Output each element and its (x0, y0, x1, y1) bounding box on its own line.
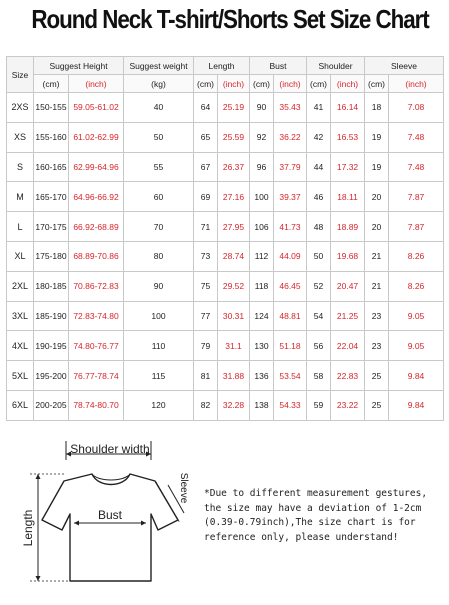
size-cell: S (7, 152, 34, 182)
table-cell: 130 (250, 331, 274, 361)
table-cell: 18.11 (331, 182, 365, 212)
table-cell: 7.87 (389, 212, 444, 242)
table-cell: 21 (365, 241, 389, 271)
size-disclaimer-note (204, 487, 444, 545)
table-cell: 20.47 (331, 271, 365, 301)
table-row (7, 361, 444, 391)
table-cell: 26.37 (218, 152, 250, 182)
table-cell: 120 (124, 390, 194, 420)
table-cell: 79 (194, 331, 218, 361)
length-label: Length (21, 509, 35, 547)
size-cell: 5XL (7, 361, 34, 391)
table-row (7, 122, 444, 152)
table-cell: 7.48 (389, 122, 444, 152)
table-cell: 50 (307, 241, 331, 271)
table-row (7, 241, 444, 271)
note-line: reference only, please understand! (204, 531, 399, 543)
table-cell: 60 (124, 182, 194, 212)
table-cell: 68.89-70.86 (69, 241, 124, 271)
table-cell: 9.84 (389, 390, 444, 420)
table-cell: 160-165 (34, 152, 69, 182)
table-cell: 200-205 (34, 390, 69, 420)
sleeve-label: Sleeve (178, 472, 189, 504)
table-cell: 27.95 (218, 212, 250, 242)
table-cell: 30.31 (218, 301, 250, 331)
unit-cell: (kg) (124, 75, 194, 93)
table-row (7, 390, 444, 420)
table-cell: 35.43 (274, 93, 307, 123)
table-cell: 78.74-80.70 (69, 390, 124, 420)
table-cell: 40 (124, 93, 194, 123)
header-shoulder: Shoulder (307, 57, 365, 75)
unit-cell: (inch) (389, 75, 444, 93)
table-cell: 20 (365, 212, 389, 242)
table-cell: 59.05-61.02 (69, 93, 124, 123)
header-size: Size (7, 57, 34, 93)
table-cell: 44 (307, 152, 331, 182)
table-cell: 25.19 (218, 93, 250, 123)
table-cell: 19.68 (331, 241, 365, 271)
table-cell: 9.84 (389, 361, 444, 391)
tshirt-outline (42, 474, 178, 581)
table-cell: 54.33 (274, 390, 307, 420)
table-cell: 21.25 (331, 301, 365, 331)
table-cell: 46 (307, 182, 331, 212)
size-chart-table (6, 56, 444, 421)
table-cell: 25.59 (218, 122, 250, 152)
table-cell: 180-185 (34, 271, 69, 301)
table-cell: 61.02-62.99 (69, 122, 124, 152)
table-cell: 58 (307, 361, 331, 391)
table-cell: 136 (250, 361, 274, 391)
table-cell: 52 (307, 271, 331, 301)
unit-cell: (cm) (194, 75, 218, 93)
table-cell: 96 (250, 152, 274, 182)
size-cell: 2XL (7, 271, 34, 301)
table-cell: 150-155 (34, 93, 69, 123)
table-cell: 74.80-76.77 (69, 331, 124, 361)
unit-row (7, 75, 444, 93)
table-row (7, 331, 444, 361)
table-row (7, 271, 444, 301)
table-cell: 7.08 (389, 93, 444, 123)
size-cell: XL (7, 241, 34, 271)
measurement-section (0, 430, 449, 600)
table-cell: 31.1 (218, 331, 250, 361)
table-cell: 16.14 (331, 93, 365, 123)
table-cell: 115 (124, 361, 194, 391)
table-cell: 48 (307, 212, 331, 242)
table-cell: 100 (250, 182, 274, 212)
shoulder-width-label: Shoulder width (70, 442, 150, 456)
table-cell: 70 (124, 212, 194, 242)
table-cell: 44.09 (274, 241, 307, 271)
table-cell: 110 (124, 331, 194, 361)
table-cell: 71 (194, 212, 218, 242)
table-cell: 76.77-78.74 (69, 361, 124, 391)
tshirt-diagram (0, 430, 200, 600)
table-cell: 81 (194, 361, 218, 391)
table-cell: 118 (250, 271, 274, 301)
table-cell: 9.05 (389, 301, 444, 331)
size-cell: 6XL (7, 390, 34, 420)
size-cell: 3XL (7, 301, 34, 331)
unit-cell: (cm) (250, 75, 274, 93)
table-cell: 50 (124, 122, 194, 152)
table-row (7, 152, 444, 182)
table-cell: 37.79 (274, 152, 307, 182)
table-cell: 7.87 (389, 182, 444, 212)
table-cell: 92 (250, 122, 274, 152)
table-cell: 82 (194, 390, 218, 420)
table-row (7, 212, 444, 242)
table-cell: 41.73 (274, 212, 307, 242)
table-cell: 56 (307, 331, 331, 361)
table-cell: 59 (307, 390, 331, 420)
table-cell: 22.04 (331, 331, 365, 361)
table-cell: 20 (365, 182, 389, 212)
table-cell: 165-170 (34, 182, 69, 212)
table-cell: 39.37 (274, 182, 307, 212)
table-cell: 100 (124, 301, 194, 331)
unit-cell: (cm) (307, 75, 331, 93)
table-cell: 66.92-68.89 (69, 212, 124, 242)
size-cell: M (7, 182, 34, 212)
table-cell: 25 (365, 361, 389, 391)
table-cell: 67 (194, 152, 218, 182)
table-cell: 28.74 (218, 241, 250, 271)
table-cell: 124 (250, 301, 274, 331)
table-cell: 70.86-72.83 (69, 271, 124, 301)
table-cell: 31.88 (218, 361, 250, 391)
header-height: Suggest Height (34, 57, 124, 75)
table-cell: 7.48 (389, 152, 444, 182)
unit-cell: (cm) (34, 75, 69, 93)
table-cell: 53.54 (274, 361, 307, 391)
table-cell: 18 (365, 93, 389, 123)
table-cell: 138 (250, 390, 274, 420)
header-bust: Bust (250, 57, 307, 75)
table-cell: 77 (194, 301, 218, 331)
table-cell: 8.26 (389, 271, 444, 301)
table-cell: 25 (365, 390, 389, 420)
chart-title: Round Neck T-shirt/Shorts Set Size Chart (31, 4, 429, 34)
table-cell: 64.96-66.92 (69, 182, 124, 212)
table-cell: 64 (194, 93, 218, 123)
table-cell: 17.32 (331, 152, 365, 182)
table-cell: 46.45 (274, 271, 307, 301)
size-cell: 2XS (7, 93, 34, 123)
table-cell: 16.53 (331, 122, 365, 152)
size-cell: 4XL (7, 331, 34, 361)
table-cell: 32.28 (218, 390, 250, 420)
table-cell: 54 (307, 301, 331, 331)
table-cell: 21 (365, 271, 389, 301)
table-cell: 36.22 (274, 122, 307, 152)
table-body (7, 93, 444, 421)
unit-cell: (inch) (331, 75, 365, 93)
table-cell: 155-160 (34, 122, 69, 152)
table-cell: 55 (124, 152, 194, 182)
unit-cell: (inch) (274, 75, 307, 93)
table-cell: 72.83-74.80 (69, 301, 124, 331)
table-cell: 48.81 (274, 301, 307, 331)
unit-cell: (inch) (69, 75, 124, 93)
table-cell: 42 (307, 122, 331, 152)
table-cell: 19 (365, 152, 389, 182)
table-cell: 75 (194, 271, 218, 301)
table-cell: 175-180 (34, 241, 69, 271)
table-cell: 190-195 (34, 331, 69, 361)
table-cell: 9.05 (389, 331, 444, 361)
table-cell: 170-175 (34, 212, 69, 242)
table-cell: 23.22 (331, 390, 365, 420)
table-cell: 22.83 (331, 361, 365, 391)
header-row (7, 57, 444, 75)
table-cell: 65 (194, 122, 218, 152)
table-cell: 90 (250, 93, 274, 123)
table-cell: 185-190 (34, 301, 69, 331)
table-cell: 8.26 (389, 241, 444, 271)
table-cell: 112 (250, 241, 274, 271)
table-cell: 19 (365, 122, 389, 152)
table-cell: 27.16 (218, 182, 250, 212)
note-line: *Due to different measurement gestures, (204, 488, 428, 499)
header-weight: Suggest weight (124, 57, 194, 75)
unit-cell: (cm) (365, 75, 389, 93)
unit-cell: (inch) (218, 75, 250, 93)
table-cell: 62.99-64.96 (69, 152, 124, 182)
table-cell: 18.89 (331, 212, 365, 242)
note-line: (0.39-0.79inch),The size chart is for (204, 517, 416, 528)
table-cell: 69 (194, 182, 218, 212)
table-cell: 23 (365, 331, 389, 361)
table-cell: 195-200 (34, 361, 69, 391)
note-line: the size may have a deviation of 1-2cm (204, 502, 422, 514)
table-row (7, 182, 444, 212)
table-cell: 90 (124, 271, 194, 301)
table-row (7, 93, 444, 123)
bust-label: Bust (97, 508, 123, 522)
table-cell: 41 (307, 93, 331, 123)
table-cell: 80 (124, 241, 194, 271)
table-row (7, 301, 444, 331)
table-cell: 29.52 (218, 271, 250, 301)
size-cell: XS (7, 122, 34, 152)
table-cell: 23 (365, 301, 389, 331)
size-cell: L (7, 212, 34, 242)
table-cell: 106 (250, 212, 274, 242)
header-sleeve: Sleeve (365, 57, 444, 75)
table-cell: 73 (194, 241, 218, 271)
table-cell: 51.18 (274, 331, 307, 361)
header-length: Length (194, 57, 250, 75)
